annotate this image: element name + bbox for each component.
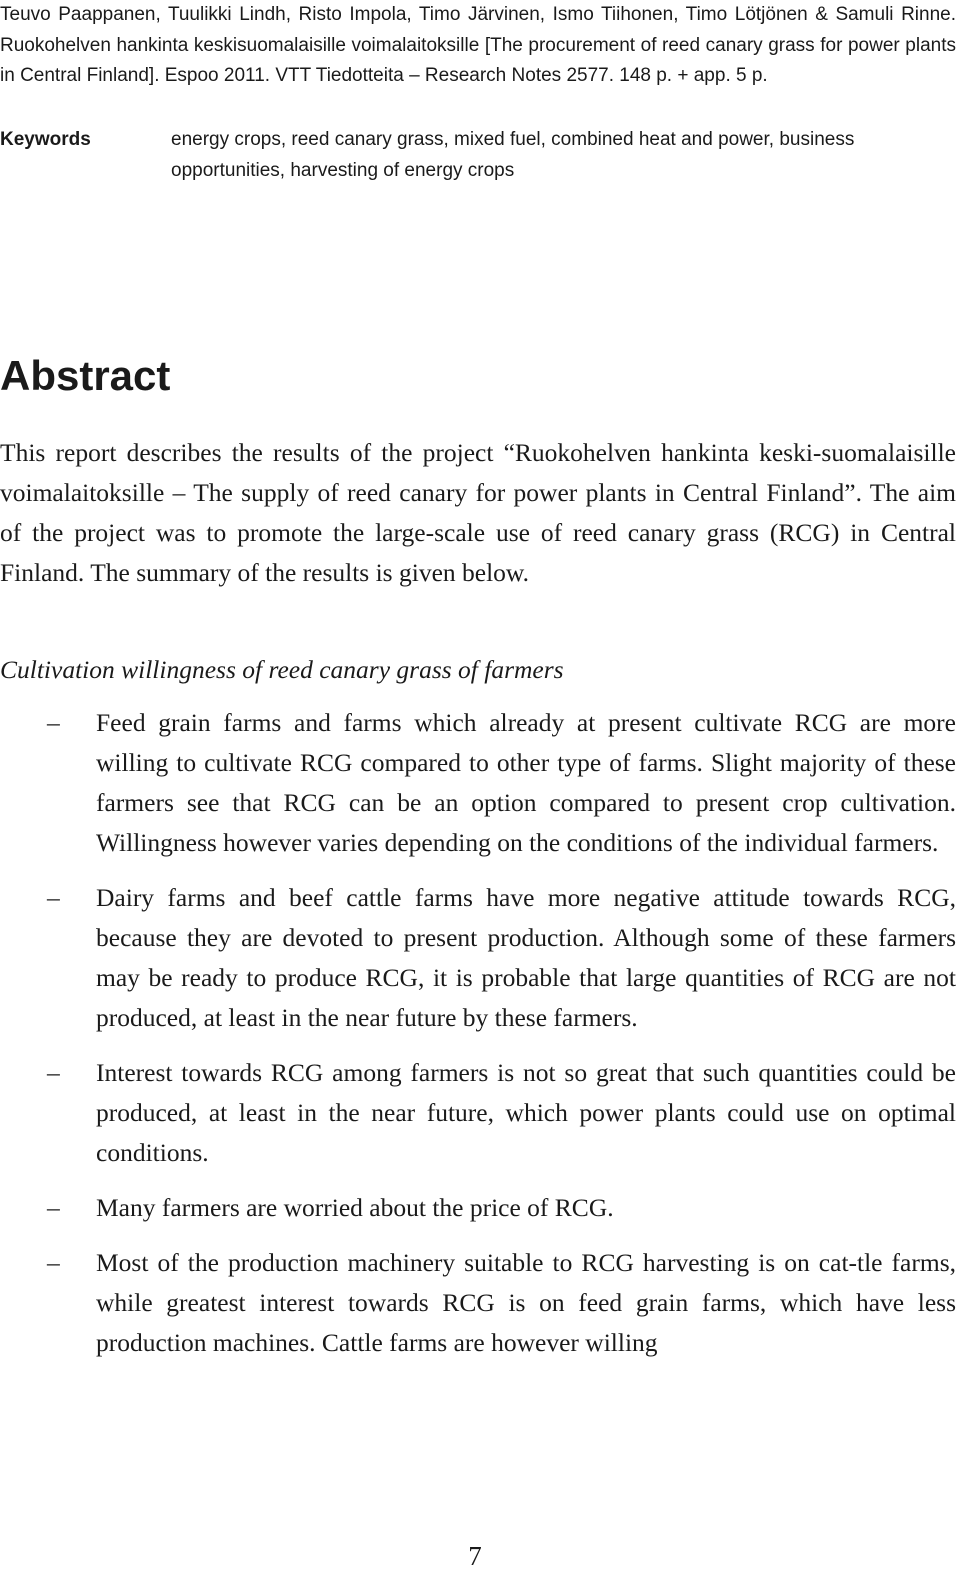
- bullet-dash: –: [47, 1248, 60, 1277]
- bullet-item: [0, 1188, 956, 1228]
- abstract-heading: Abstract: [0, 352, 171, 399]
- bullet-text: Many farmers are worried about the price of RCG.: [96, 1193, 614, 1222]
- bullet-item: [0, 878, 956, 1038]
- page-number: 7: [468, 1541, 482, 1571]
- bullet-item: [0, 703, 956, 863]
- bullet-dash: –: [47, 1058, 60, 1087]
- bullet-text: Dairy farms and beef cattle farms have more negative attitude towards RCG, because they are devoted to present production. Although some of these farmers may be ready to produce RCG, it is probable that large quantities of RCG are not produced, at least in the near future by these farmers.: [96, 883, 956, 1032]
- bullet-list: [0, 703, 956, 1378]
- bullet-text: Feed grain farms and farms which already at present cultivate RCG are more willing to cultivate RCG compared to other type of farms. Slight majority of these farmers see that RCG can be an option compared to present crop cultivation. Willingness however varies depending on the conditions of the individual farmers.: [96, 708, 956, 857]
- abstract-intro: This report describes the results of the project “Ruokohelven hankinta keski-suomalaisille voimalaitoksille – The supply of reed canary for power plants in Central Finland”. The aim of the project was to promote the large-scale use of reed canary grass (RCG) in Central Finland. The summary of the results is given below.: [0, 438, 956, 587]
- bullet-text: Most of the production machinery suitable to RCG harvesting is on cat-tle farms, while greatest interest towards RCG is on feed grain farms, which have less production machines. Cattle farms are however willing: [96, 1248, 956, 1357]
- citation: Teuvo Paappanen, Tuulikki Lindh, Risto Impola, Timo Järvinen, Ismo Tiihonen, Timo Lötjönen & Samuli Rinne. Ruokohelven hankinta keskisuomalaisille voimalaitoksille [The procurement of reed canary grass for power plants in Central Finland]. Espoo 2011. VTT Tiedotteita – Research Notes 2577. 148 p. + app. 5 p.: [0, 4, 956, 86]
- bullet-item: [0, 1243, 956, 1363]
- keywords-text: energy crops, reed canary grass, mixed fuel, combined heat and power, business opportunities, harvesting of energy crops: [171, 129, 855, 181]
- section-subheading: Cultivation willingness of reed canary grass of farmers: [0, 655, 564, 684]
- bullet-dash: –: [47, 883, 60, 912]
- bullet-dash: –: [47, 708, 60, 737]
- keywords-label: Keywords: [0, 129, 91, 150]
- bullet-dash: –: [47, 1193, 60, 1222]
- bullet-text: Interest towards RCG among farmers is not so great that such quantities could be produced, at least in the near future, which power plants could use on optimal conditions.: [96, 1058, 956, 1167]
- bullet-item: [0, 1053, 956, 1173]
